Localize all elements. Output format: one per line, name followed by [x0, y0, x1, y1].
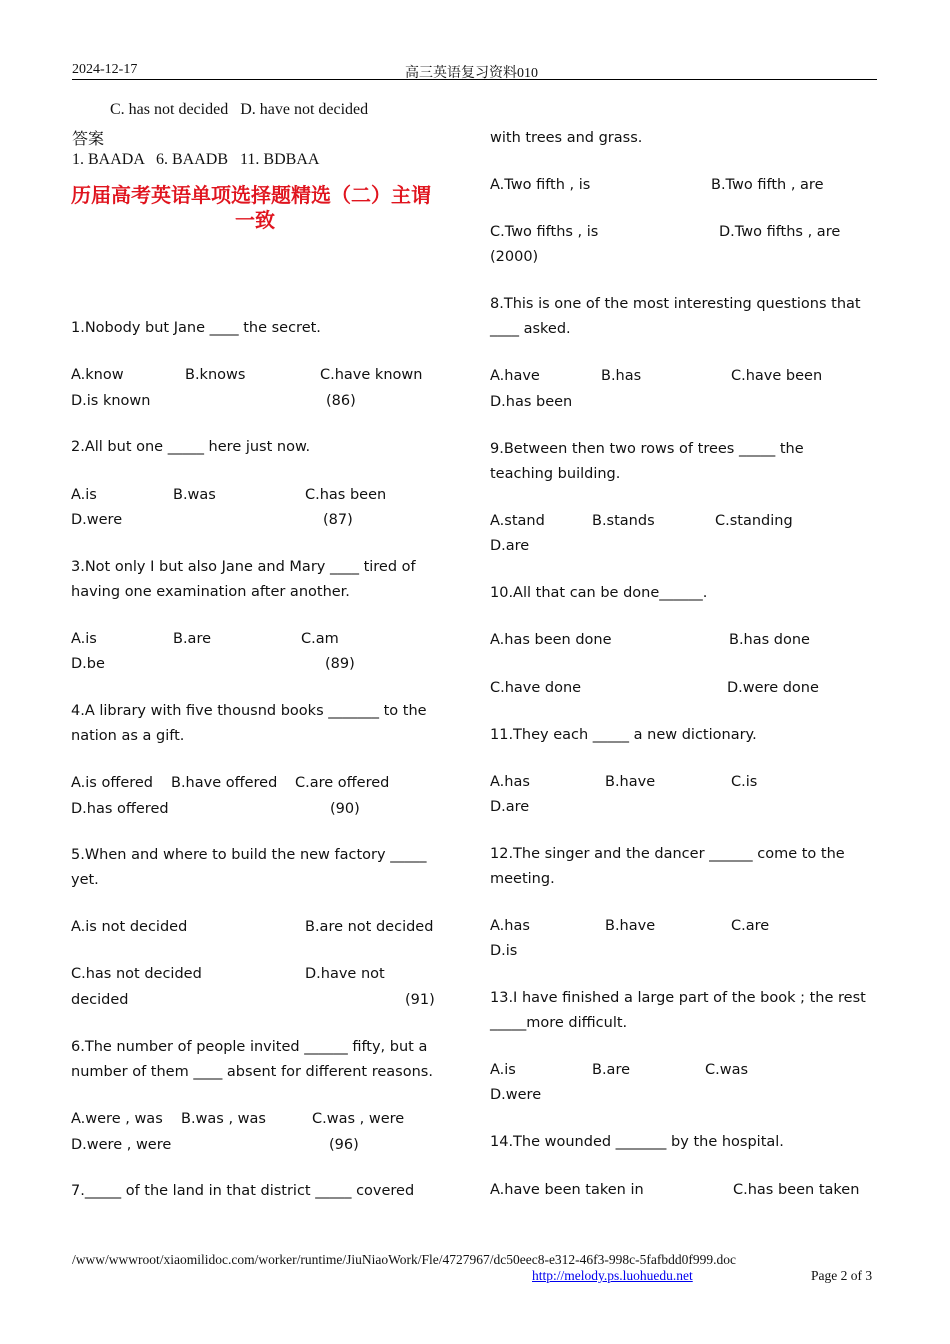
left-line-25: (90): [330, 801, 360, 817]
left-line-0: 1.Nobody but Jane ____ the secret.: [71, 320, 321, 336]
left-line-41: 7._____ of the land in that district _____ covered: [71, 1183, 415, 1199]
answer-label: 答案: [72, 131, 105, 148]
left-line-20: nation as a gift.: [71, 728, 185, 744]
right-line-2: B.Two fifth , are: [711, 177, 824, 193]
left-line-35: number of them ____ absent for different reasons.: [71, 1064, 433, 1080]
left-line-38: C.was , were: [312, 1111, 405, 1127]
right-line-18: 10.All that can be done______.: [490, 585, 708, 601]
left-line-24: D.has offered: [71, 801, 169, 817]
right-line-33: D.is: [490, 943, 518, 959]
right-line-42: C.has been taken: [733, 1182, 860, 1198]
right-line-32: C.are: [731, 918, 770, 934]
right-line-23: 11.They each _____ a new dictionary.: [490, 727, 757, 743]
left-line-19: 4.A library with five thousnd books _______ to the: [71, 703, 427, 719]
left-line-4: D.is known: [71, 393, 151, 409]
right-line-27: D.are: [490, 799, 530, 815]
left-line-17: D.be: [71, 656, 105, 672]
answer-key: 1. BAADA 6. BAADB 11. BDBAA: [72, 151, 320, 168]
right-line-38: C.was: [705, 1062, 749, 1078]
left-line-40: (96): [329, 1137, 359, 1153]
footer-link[interactable]: http://melody.ps.luohuedu.net: [532, 1268, 693, 1283]
left-line-30: C.has not decided: [71, 966, 202, 982]
footer-page-number: Page 2 of 3: [811, 1268, 873, 1283]
right-line-39: D.were: [490, 1087, 542, 1103]
right-line-35: _____more difficult.: [490, 1015, 628, 1031]
left-line-29: B.are not decided: [305, 919, 434, 935]
right-line-26: C.is: [731, 774, 758, 790]
right-line-34: 13.I have finished a large part of the book ; the rest: [490, 990, 866, 1006]
left-line-31: D.have not: [305, 966, 385, 982]
right-line-9: B.has: [601, 368, 642, 384]
right-line-17: D.are: [490, 538, 530, 554]
right-line-4: D.Two fifths , are: [719, 224, 841, 240]
right-line-19: A.has been done: [490, 632, 612, 648]
left-line-26: 5.When and where to build the new factory _____: [71, 847, 427, 863]
left-line-16: C.am: [301, 631, 339, 647]
left-line-39: D.were , were: [71, 1137, 172, 1153]
right-line-36: A.is: [490, 1062, 516, 1078]
header-rule: [72, 79, 877, 80]
right-line-30: A.has: [490, 918, 530, 934]
right-line-29: meeting.: [490, 871, 555, 887]
right-line-14: A.stand: [490, 513, 545, 529]
right-line-1: A.Two fifth , is: [490, 177, 591, 193]
right-line-15: B.stands: [592, 513, 655, 529]
left-line-12: 3.Not only I but also Jane and Mary ____ tired of: [71, 559, 416, 575]
left-line-28: A.is not decided: [71, 919, 188, 935]
left-line-36: A.were , was: [71, 1111, 163, 1127]
right-line-16: C.standing: [715, 513, 793, 529]
right-line-11: D.has been: [490, 394, 573, 410]
left-line-37: B.was , was: [181, 1111, 266, 1127]
right-line-3: C.Two fifths , is: [490, 224, 599, 240]
left-line-5: (86): [326, 393, 356, 409]
previous-options: C. has not decided D. have not decided: [110, 101, 369, 118]
right-line-24: A.has: [490, 774, 530, 790]
right-line-37: B.are: [592, 1062, 631, 1078]
section-title-line2: 一致: [235, 208, 275, 232]
left-line-18: (89): [325, 656, 355, 672]
footer-path: /www/wwwroot/xiaomilidoc.com/worker/runtime/JiuNiaoWork/Fle/4727967/dc50eec8-e312-46f3-998c-5fafbdd0f999.doc: [72, 1252, 737, 1267]
right-line-21: C.have done: [490, 680, 582, 696]
header-title: 高三英语复习资料010: [405, 66, 538, 81]
right-line-28: 12.The singer and the dancer ______ come to the: [490, 846, 845, 862]
left-line-6: 2.All but one _____ here just now.: [71, 439, 311, 455]
left-line-34: 6.The number of people invited ______ fifty, but a: [71, 1039, 428, 1055]
left-line-27: yet.: [71, 872, 99, 888]
right-line-10: C.have been: [731, 368, 823, 384]
right-line-5: (2000): [490, 249, 539, 265]
right-line-41: A.have been taken in: [490, 1182, 644, 1198]
right-line-7: ____ asked.: [490, 321, 571, 337]
left-line-1: A.know: [71, 367, 124, 383]
right-line-13: teaching building.: [490, 466, 621, 482]
right-line-8: A.have: [490, 368, 540, 384]
right-line-20: B.has done: [729, 632, 810, 648]
left-line-10: D.were: [71, 512, 123, 528]
header-date: 2024-12-17: [72, 62, 138, 77]
right-line-22: D.were done: [727, 680, 819, 696]
right-line-40: 14.The wounded _______ by the hospital.: [490, 1134, 784, 1150]
left-line-22: B.have offered: [171, 775, 278, 791]
left-line-8: B.was: [173, 487, 216, 503]
left-line-2: B.knows: [185, 367, 246, 383]
right-line-0: with trees and grass.: [490, 130, 643, 146]
left-line-14: A.is: [71, 631, 97, 647]
left-line-11: (87): [323, 512, 353, 528]
left-line-3: C.have known: [320, 367, 423, 383]
left-line-15: B.are: [173, 631, 212, 647]
left-line-32: decided: [71, 992, 129, 1008]
left-line-13: having one examination after another.: [71, 584, 350, 600]
left-line-9: C.has been: [305, 487, 387, 503]
right-line-12: 9.Between then two rows of trees _____ the: [490, 441, 804, 457]
right-line-25: B.have: [605, 774, 656, 790]
left-line-7: A.is: [71, 487, 97, 503]
left-line-33: (91): [405, 992, 435, 1008]
section-title-line1: 历届高考英语单项选择题精选（二）主谓: [71, 183, 431, 207]
right-line-6: 8.This is one of the most interesting questions that: [490, 296, 861, 312]
left-line-23: C.are offered: [295, 775, 390, 791]
left-line-21: A.is offered: [71, 775, 154, 791]
right-line-31: B.have: [605, 918, 656, 934]
